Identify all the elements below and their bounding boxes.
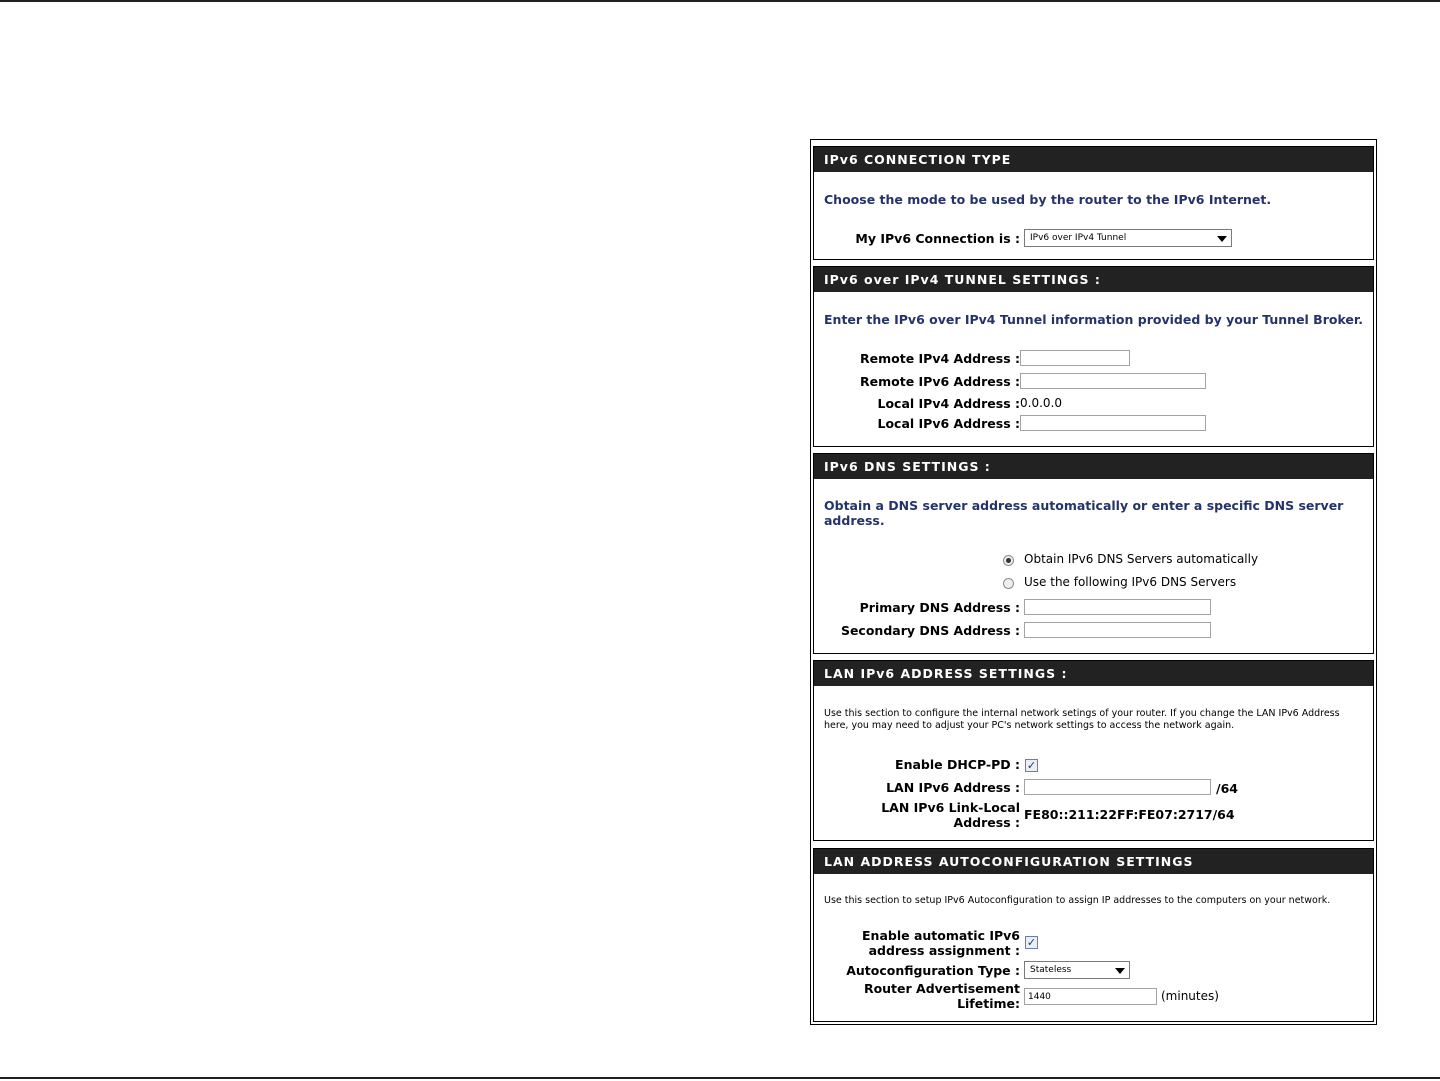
chevron-down-icon (1115, 968, 1125, 974)
dns-settings-intro-line1: Obtain a DNS server address automatically or enter a specific DNS server (824, 498, 1344, 513)
remote-ipv6-label: Remote IPv6 Address : (860, 374, 1020, 389)
lan-settings-header: LAN IPv6 ADDRESS SETTINGS : (814, 661, 1373, 686)
secondary-dns-input[interactable] (1024, 622, 1211, 638)
remote-ipv4-input[interactable] (1020, 350, 1130, 366)
remote-ipv6-input[interactable] (1020, 373, 1206, 389)
lifetime-label-line1: Router Advertisement (863, 981, 1020, 996)
autoconfig-settings-section (813, 848, 1374, 1022)
autoconfig-type-selected: Stateless (1030, 965, 1072, 975)
dns-auto-label: Obtain IPv6 DNS Servers automatically (1024, 552, 1259, 566)
dns-settings-intro-line2: address. (824, 513, 885, 528)
dns-settings-section (813, 453, 1374, 654)
lifetime-label-line2: Lifetime: (957, 996, 1020, 1011)
connection-type-select[interactable] (1024, 229, 1232, 247)
lan-settings-section (813, 660, 1374, 841)
lifetime-unit: (minutes) (1161, 989, 1219, 1003)
top-rule (0, 0, 1440, 2)
primary-dns-label: Primary DNS Address : (859, 600, 1020, 615)
autoconfig-intro: Use this section to setup IPv6 Autoconfiguration to assign IP addresses to the computers on your network. (824, 895, 1331, 906)
dns-settings-header: IPv6 DNS SETTINGS : (814, 454, 1373, 479)
autoconfig-type-label: Autoconfiguration Type : (846, 963, 1020, 978)
dns-manual-label: Use the following IPv6 DNS Servers (1024, 575, 1237, 589)
connection-type-header: IPv6 CONNECTION TYPE (814, 147, 1373, 172)
dhcp-pd-label: Enable DHCP-PD : (895, 757, 1020, 772)
local-ipv6-label: Local IPv6 Address : (877, 416, 1020, 431)
local-ipv4-label: Local IPv4 Address : (877, 396, 1020, 411)
local-ipv6-input[interactable] (1020, 415, 1206, 431)
dhcp-pd-checkbox[interactable] (1025, 759, 1038, 772)
lan-settings-intro-line2: here, you may need to adjust your PC's network settings to access the network again. (824, 720, 1235, 731)
lan-settings-intro-line1: Use this section to configure the internal network setings of your router. If you change the LAN IPv6 Address (824, 708, 1340, 719)
check-icon: ✓ (1026, 936, 1037, 949)
dns-manual-radio[interactable] (1003, 578, 1014, 589)
primary-dns-input[interactable] (1024, 599, 1211, 615)
chevron-down-icon (1217, 236, 1227, 242)
link-local-label-line2: Address : (953, 815, 1020, 830)
local-ipv4-value: 0.0.0.0 (1020, 396, 1062, 410)
connection-type-label: My IPv6 Connection is : (855, 231, 1020, 246)
lifetime-input[interactable] (1024, 988, 1157, 1005)
lan-ipv6-label: LAN IPv6 Address : (886, 780, 1020, 795)
connection-type-intro: Choose the mode to be used by the router to the IPv6 Internet. (824, 192, 1272, 207)
lan-ipv6-prefix: /64 (1216, 781, 1238, 796)
tunnel-settings-header: IPv6 over IPv4 TUNNEL SETTINGS : (814, 267, 1373, 292)
enable-autoconfig-label-line2: address assignment : (868, 943, 1020, 958)
autoconfig-type-select[interactable] (1024, 961, 1130, 979)
remote-ipv4-label: Remote IPv4 Address : (860, 351, 1020, 366)
enable-autoconfig-checkbox[interactable] (1025, 936, 1038, 949)
link-local-value: FE80::211:22FF:FE07:2717/64 (1024, 807, 1235, 822)
bottom-rule (0, 1077, 1440, 1079)
tunnel-settings-section (813, 266, 1374, 447)
connection-type-section (813, 146, 1374, 260)
secondary-dns-label: Secondary DNS Address : (840, 623, 1020, 638)
settings-panel (810, 139, 1377, 1025)
autoconfig-settings-header: LAN ADDRESS AUTOCONFIGURATION SETTINGS (814, 849, 1373, 874)
link-local-label-line1: LAN IPv6 Link-Local (881, 800, 1020, 815)
lan-ipv6-input[interactable] (1024, 779, 1211, 795)
check-icon: ✓ (1026, 759, 1037, 772)
dns-auto-radio[interactable] (1003, 555, 1014, 566)
connection-type-selected: IPv6 over IPv4 Tunnel (1030, 233, 1127, 243)
enable-autoconfig-label-line1: Enable automatic IPv6 (862, 928, 1020, 943)
tunnel-settings-intro: Enter the IPv6 over IPv4 Tunnel information provided by your Tunnel Broker. (824, 312, 1364, 327)
